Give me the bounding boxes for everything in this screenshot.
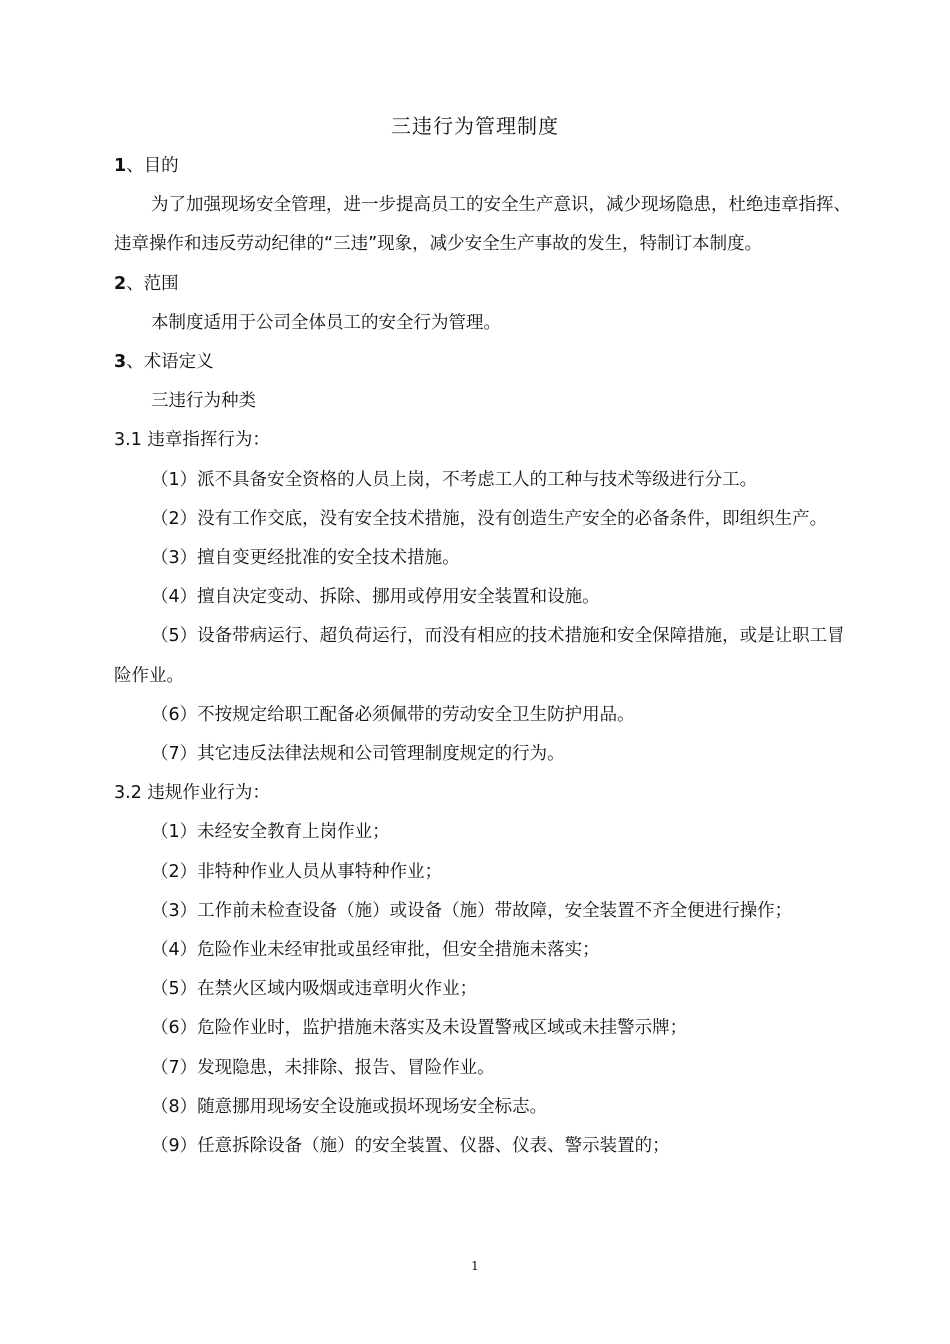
section-separator: 、 bbox=[126, 273, 144, 294]
section-number: 2 bbox=[114, 273, 127, 294]
list-item: （5）在禁火区域内吸烟或违章明火作业； bbox=[151, 979, 478, 1000]
section-number: 3 bbox=[114, 352, 127, 373]
list-item: （9）任意拆除设备（施）的安全装置、仪器、仪表、警示装置的； bbox=[151, 1136, 670, 1157]
purpose-paragraph: 为了加强现场安全管理，进一步提高员工的安全生产意识，减少现场隐患，杜绝违章指挥、违章操作和违反劳动纪律的“三违”现象，减少安全生产事故的发生，特制订本制度。 bbox=[114, 195, 851, 255]
definitions-intro: 三违行为种类 bbox=[151, 391, 256, 412]
scope-paragraph: 本制度适用于公司全体员工的安全行为管理。 bbox=[151, 312, 501, 333]
section-title: 范围 bbox=[143, 273, 179, 294]
section-heading-definitions bbox=[114, 343, 856, 382]
list-item: （7）其它违反法律法规和公司管理制度规定的行为。 bbox=[151, 744, 565, 765]
section-title: 目的 bbox=[143, 156, 179, 176]
list-item: （6）不按规定给职工配备必须佩带的劳动安全卫生防护用品。 bbox=[151, 704, 635, 725]
list-item: （3）擅自变更经批准的安全技术措施。 bbox=[151, 548, 460, 569]
list-item: （6）危险作业时，监护措施未落实及未设置警戒区域或未挂警示牌； bbox=[151, 1018, 688, 1039]
list-item: （5）设备带病运行、超负荷运行，而没有相应的技术措施和安全保障措施，或是让职工冒险作业。 bbox=[114, 626, 845, 686]
section-separator: 、 bbox=[126, 156, 144, 176]
list-item: （1）派不具备安全资格的人员上岗，不考虑工人的工种与技术等级进行分工。 bbox=[151, 469, 758, 490]
list-item: （7）发现隐患，未排除、报告、冒险作业。 bbox=[151, 1057, 495, 1078]
section-title: 术语定义 bbox=[143, 352, 214, 373]
list-item: （1）未经安全教育上岗作业； bbox=[151, 822, 390, 843]
document-title: 三违行为管理制度 bbox=[391, 114, 559, 138]
list-item: （8）随意挪用现场安全设施或损坏现场安全标志。 bbox=[151, 1096, 548, 1117]
page-number: 1 bbox=[471, 1259, 479, 1273]
section-heading-scope bbox=[114, 265, 856, 304]
document-body bbox=[114, 147, 856, 1166]
section-heading-purpose bbox=[114, 147, 856, 186]
subsection-heading-operation-violations: 3.2 违规作业行为： bbox=[114, 783, 270, 804]
list-item: （4）危险作业未经审批或虽经审批，但安全措施未落实； bbox=[151, 940, 600, 961]
list-item: （2）没有工作交底，没有安全技术措施，没有创造生产安全的必备条件，即组织生产。 bbox=[151, 508, 828, 529]
subsection-heading-command-violations: 3.1 违章指挥行为： bbox=[114, 430, 270, 451]
list-item: （3）工作前未检查设备（施）或设备（施）带故障，安全装置不齐全便进行操作； bbox=[151, 900, 793, 921]
list-item: （4）擅自决定变动、拆除、挪用或停用安全装置和设施。 bbox=[151, 587, 600, 608]
section-number: 1 bbox=[114, 156, 127, 176]
list-item: （2）非特种作业人员从事特种作业； bbox=[151, 861, 443, 882]
section-separator: 、 bbox=[126, 352, 144, 373]
